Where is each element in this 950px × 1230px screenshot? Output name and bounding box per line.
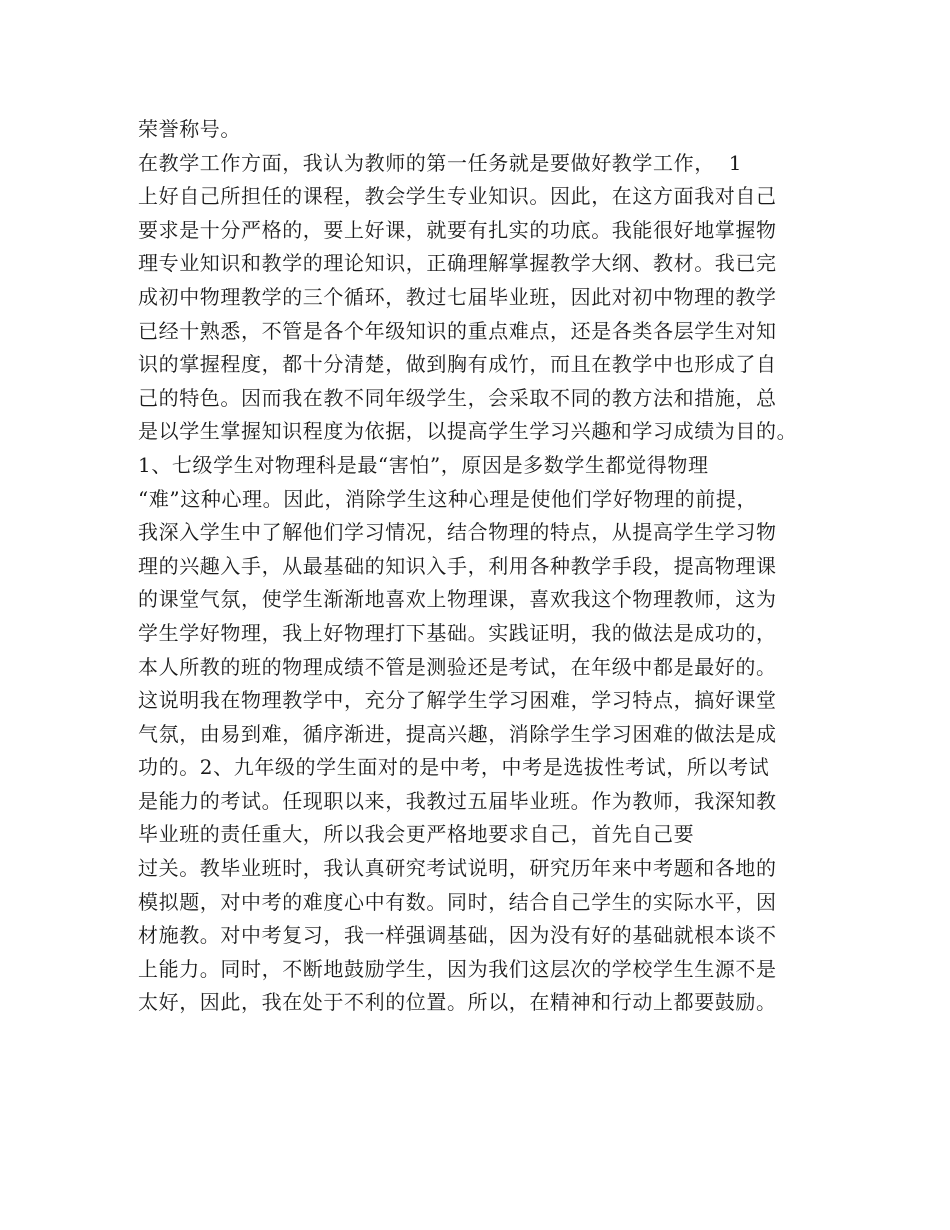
text-line: 是能力的考试。任现职以来，我教过五届毕业班。作为教师，我深知教 bbox=[138, 788, 777, 813]
text-line: 气氛，由易到难，循序渐进，提高兴趣，消除学生学习困难的做法是成 bbox=[138, 721, 777, 746]
text-line: 这说明我在物理教学中，充分了解学生学习困难，学习特点，搞好课堂 bbox=[138, 688, 777, 713]
text-line: 模拟题，对中考的难度心中有数。同时，结合自己学生的实际水平，因 bbox=[138, 889, 777, 914]
text-line: 成初中物理教学的三个循环，教过七届毕业班，因此对初中物理的教学 bbox=[138, 284, 777, 309]
text-line: 理专业知识和教学的理论知识，正确理解掌握教学大纲、教材。我已完 bbox=[138, 251, 777, 276]
text-line: 上能力。同时，不断地鼓励学生，因为我们这层次的学校学生生源不是 bbox=[138, 956, 777, 981]
text-line: 1、七级学生对物理科是最“害怕”，原因是多数学生都觉得物理 bbox=[138, 452, 709, 477]
text-line: 在教学工作方面，我认为教师的第一任务就是要做好教学工作， 1 bbox=[138, 150, 743, 175]
text-line: 过关。教毕业班时，我认真研究考试说明，研究历年来中考题和各地的 bbox=[138, 856, 777, 881]
text-line: 毕业班的责任重大，所以我会更严格地要求自己，首先自己要 bbox=[138, 822, 695, 847]
text-line: 上好自己所担任的课程，教会学生专业知识。因此，在这方面我对自己 bbox=[138, 184, 777, 209]
text-line: 要求是十分严格的，要上好课，就要有扎实的功底。我能很好地掌握物 bbox=[138, 217, 777, 242]
text-line: 功的。2、九年级的学生面对的是中考，中考是选拔性考试，所以考试 bbox=[138, 755, 770, 780]
text-line: 学生学好物理，我上好物理打下基础。实践证明，我的做法是成功的， bbox=[138, 620, 777, 645]
text-line: 我深入学生中了解他们学习情况，结合物理的特点，从提高学生学习物 bbox=[138, 520, 777, 545]
text-line: 材施教。对中考复习，我一样强调基础，因为没有好的基础就根本谈不 bbox=[138, 923, 777, 948]
body-text bbox=[138, 113, 838, 1020]
text-line: “难”这种心理。因此，消除学生这种心理是使他们学好物理的前提， bbox=[138, 486, 758, 511]
text-line: 荣誉称号。 bbox=[138, 117, 241, 141]
text-line: 太好，因此，我在处于不利的位置。所以，在精神和行动上都要鼓励。 bbox=[138, 990, 777, 1015]
text-line: 的课堂气氛，使学生渐渐地喜欢上物理课，喜欢我这个物理教师，这为 bbox=[138, 587, 777, 612]
text-line: 识的掌握程度，都十分清楚，做到胸有成竹，而且在教学中也形成了自 bbox=[138, 352, 777, 377]
text-line: 本人所教的班的物理成绩不管是测验还是考试，在年级中都是最好的。 bbox=[138, 654, 777, 679]
text-line: 是以学生掌握知识程度为依据，以提高学生学习兴趣和学习成绩为目的。 bbox=[138, 419, 798, 444]
text-line: 理的兴趣入手，从最基础的知识入手，利用各种教学手段，提高物理课 bbox=[138, 553, 777, 578]
text-line: 已经十熟悉，不管是各个年级知识的重点难点，还是各类各层学生对知 bbox=[138, 318, 777, 343]
text-line: 己的特色。因而我在教不同年级学生，会采取不同的教方法和措施，总 bbox=[138, 385, 777, 410]
